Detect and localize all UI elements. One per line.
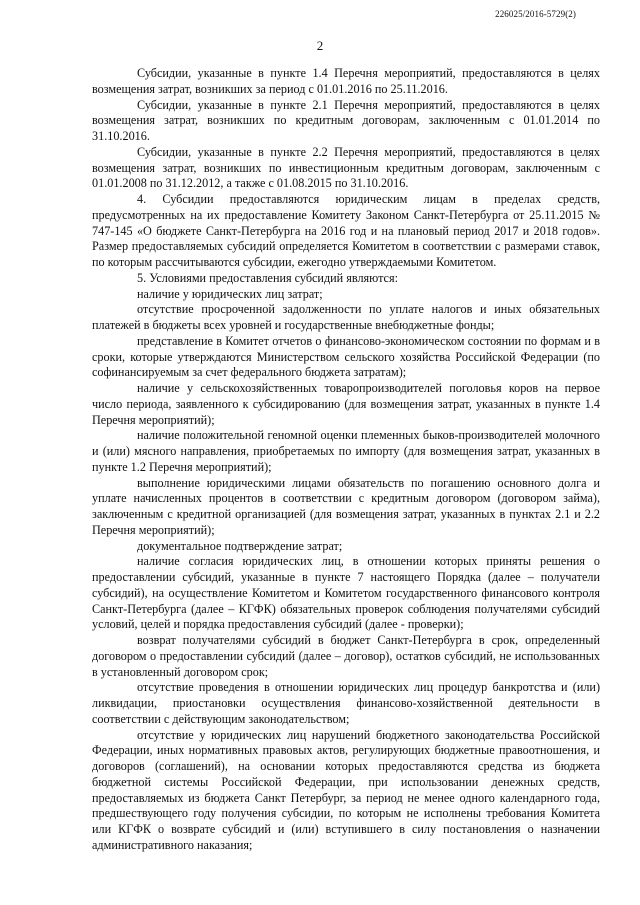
paragraph: наличие согласия юридических лиц, в отношении которых приняты решения о предоставлении субсидий, указанные в пункте 7 настоящего Порядка (далее – получатели субсидий), на осуществление Комитетом и Комитетом государственного финансового контроля Санкт-Петербурга (далее – КГФК) обязательных проверок соблюдения получателями субсидий условий, целей и порядка предоставления субсидий (далее - проверки); (92, 554, 600, 632)
page-number: 2 (316, 38, 324, 53)
paragraph: 5. Условиями предоставления субсидий являются: (137, 270, 398, 285)
paragraph: Субсидии, указанные в пункте 1.4 Перечня мероприятий, предоставляются в целях возмещения затрат, возникших за период с 01.01.2016 по 25.11.2016. (92, 66, 600, 96)
document-body (92, 66, 600, 854)
paragraph: выполнение юридическими лицами обязательств по погашению основного долга и уплате начисленных процентов в соответствии с кредитным договором (договором займа), заключенным с кредитной организацией (для возмещения затрат, указанных в пунктах 2.1 и 2.2 Перечня мероприятий); (92, 475, 600, 537)
paragraph: Субсидии, указанные в пункте 2.2 Перечня мероприятий, предоставляются в целях возмещения затрат, возникших по инвестиционным кредитным договорам, заключенным с 01.01.2008 по 31.12.2012, а также с 01.08.2015 по 31.10.2016. (92, 144, 600, 191)
paragraph: 4. Субсидии предоставляются юридическим лицам в пределах средств, предусмотренных на их предоставление Комитету Законом Санкт-Петербурга от 25.11.2015 № 747-145 «О бюджете Санкт-Петербурга на 2016 год и на плановый период 2017 и 2018 годов». Размер предоставляемых субсидий определяется Комитетом в соответствии с размерами ставок, по которым рассчитываются субсидии, ежегодно утверждаемыми Комитетом. (92, 192, 600, 269)
paragraph: наличие у юридических лиц затрат; (137, 286, 323, 301)
paragraph: отсутствие просроченной задолженности по уплате налогов и иных обязательных платежей в бюджеты всех уровней и государственные внебюджетные фонды; (92, 302, 600, 332)
paragraph: наличие положительной геномной оценки племенных быков-производителей молочного и (или) мясного направления, приобретаемых по импорту (для возмещения затрат, указанных в пункте 1.2 Перечня мероприятий); (92, 428, 600, 474)
paragraph: представление в Комитет отчетов о финансово-экономическом состоянии по формам и в сроки, которые утверждаются Министерством сельского хозяйства Российской Федерации (по софинансируемым за счет федерального бюджета затратам); (92, 333, 600, 380)
paragraph: наличие у сельскохозяйственных товаропроизводителей поголовья коров на первое число периода, заявленного к субсидированию (для возмещения затрат, указанных в пункте 1.4 Перечня мероприятий); (92, 381, 600, 427)
paragraph: Субсидии, указанные в пункте 2.1 Перечня мероприятий, предоставляются в целях возмещения затрат, возникших по кредитным договорам, заключенным с 01.01.2014 по 31.10.2016. (92, 97, 600, 143)
document-number: 226025/2016-5729(2) (495, 9, 576, 19)
paragraph: отсутствие проведения в отношении юридических лиц процедур банкротства и (или) ликвидации, приостановки осуществления финансово-хозяйственной деятельности в соответствии с действующим законодательством; (92, 680, 600, 726)
paragraph: документальное подтверждение затрат; (137, 538, 343, 553)
paragraph: отсутствие у юридических лиц нарушений бюджетного законодательства Российской Федерации, иных нормативных правовых актов, регулирующих бюджетные правоотношения, и договоров (соглашений), на основании которых предоставляются средства из бюджета бюджетной системы Российской Федерации, при использовании денежных средств, предоставляемых из бюджета Санкт Петербург, за период не менее одного календарного года, предшествующего году получения субсидии, по которым не исполнены требования Комитета или КГФК о возврате субсидий и (или) вступившего в силу постановления о назначении административного наказания; (92, 727, 600, 852)
paragraph: возврат получателями субсидий в бюджет Санкт-Петербурга в срок, определенный договором о предоставлении субсидий (далее – договор), остатков субсидий, не использованных в установленный договором срок; (92, 633, 600, 679)
